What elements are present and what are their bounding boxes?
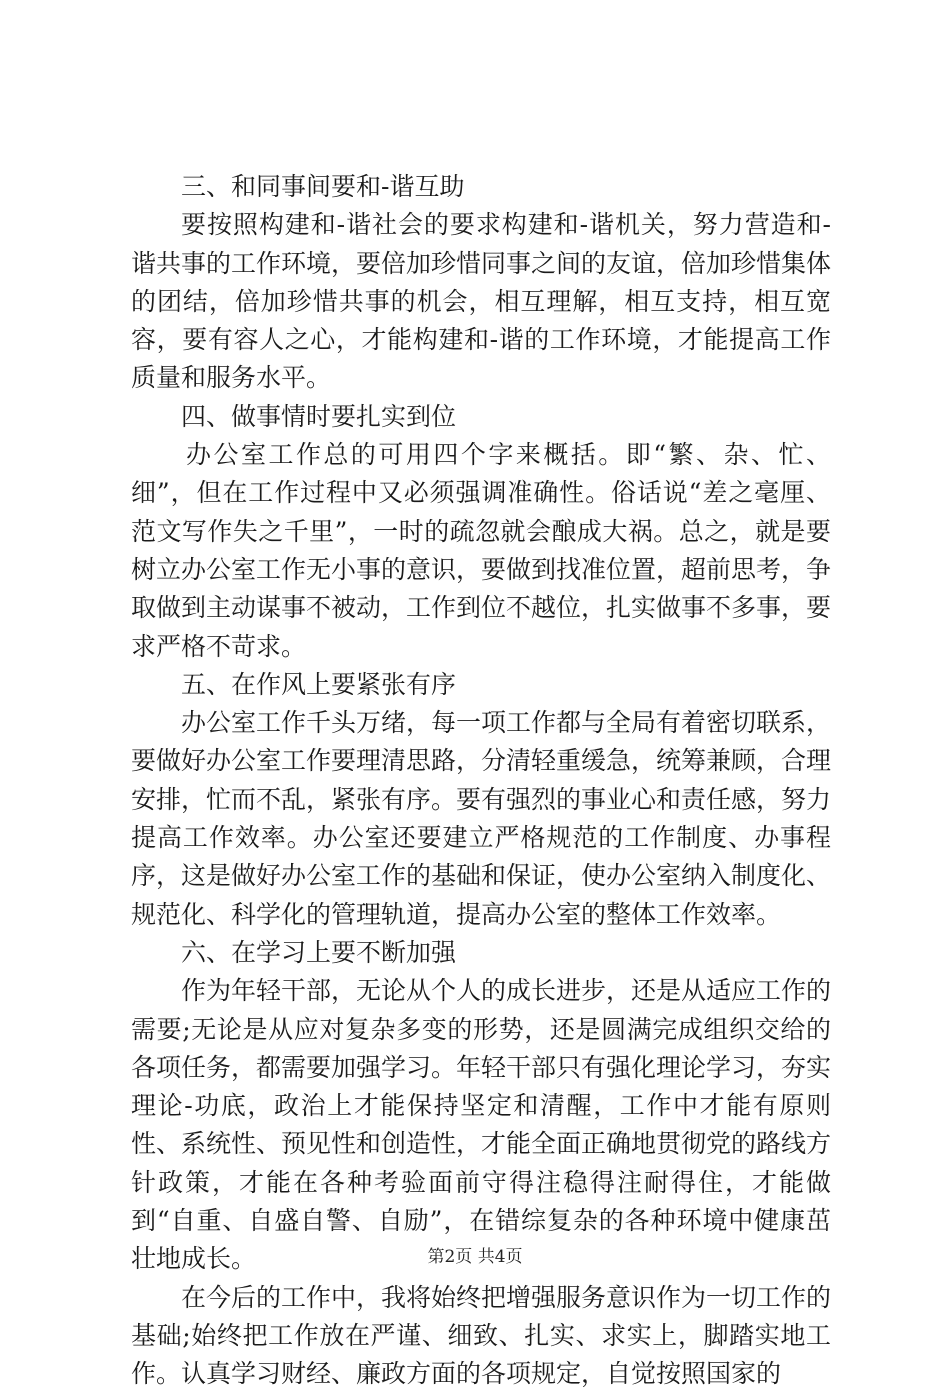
section-heading-4: 四、做事情时要扎实到位 <box>181 401 457 431</box>
paragraph-5: 办公室工作千头万绪，每一项工作都与全局有着密切联系，要做好办公室工作要理清思路，分清轻重缓急，统筹兼顾，合理安排，忙而不乱，紧张有序。要有强烈的事业心和责任感，努力提高工作效率。办公室还要建立严格规范的工作制度、办事程序，这是做好办公室工作的基础和保证，使办公室纳入制度化、规范化、科学化的管理轨道，提高办公室的整体工作效率。 <box>131 708 832 929</box>
section-heading-3: 三、和同事间要和-谐互助 <box>181 172 465 201</box>
section-heading-6: 六、在学习上要不断加强 <box>181 937 457 967</box>
paragraph-7: 在今后的工作中，我将始终把增强服务意识作为一切工作的基础;始终把工作放在严谨、细致、扎实、求实上，脚踏实地工作。认真学习财经、廉政方面的各项规定，自觉按照国家的 <box>131 1282 832 1389</box>
paragraph-6: 作为年轻干部，无论从个人的成长进步，还是从适应工作的需要;无论是从应对复杂多变的形势，还是圆满完成组织交给的各项任务，都需要加强学习。年轻干部只有强化理论学习，夯实理论-功底，政治上才能保持坚定和清醒，工作中才能有原则性、系统性、预见性和创造性，才能全面正确地贯彻党的路线方针政策，才能在各种考验面前守得注稳得注耐得住，才能做到“自重、自盛自警、自励”，在错综复杂的各种环境中健康茁壮地成长。 <box>131 976 832 1274</box>
page-number-footer: 第2页 共4页 <box>427 1247 523 1267</box>
paragraph-3: 要按照构建和-谐社会的要求构建和-谐机关，努力营造和-谐共事的工作环境，要倍加珍惜同事之间的友谊，倍加珍惜集体的团结，倍加珍惜共事的机会，相互理解，相互支持，相互宽容，要有容人之心，才能构建和-谐的工作环境，才能提高工作质量和服务水平。 <box>131 210 832 393</box>
section-heading-5: 五、在作风上要紧张有序 <box>181 669 457 699</box>
document-body <box>131 168 831 1394</box>
paragraph-4: 办公室工作总的可用四个字来概括。即“繁、杂、忙、细”，但在工作过程中又必须强调准确性。俗话说“差之毫厘、范文写作失之千里”，一时的疏忽就会酿成大祸。总之，就是要树立办公室工作无小事的意识，要做到找准位置，超前思考，争取做到主动谋事不被动，工作到位不越位，扎实做事不多事，要求严格不苛求。 <box>131 440 832 661</box>
